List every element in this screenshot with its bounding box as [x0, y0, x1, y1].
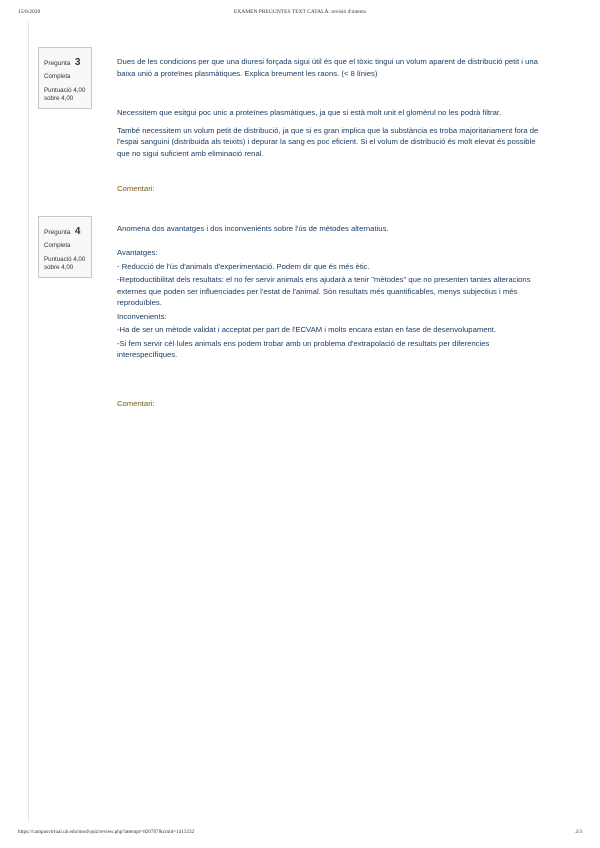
- score-line-1: Puntuació 4,00: [44, 255, 86, 263]
- print-url: https://campusvirtual.ub.edu/mod/quiz/review.php?attempt=820707&cmid=1413232: [18, 829, 195, 835]
- answer-paragraph: -Reptoductibilitat dels resultats: el no fer servir animals ens ajudarà a tenir "mètodes" que no presenten tantes alteracions externes que poden ser influenciades per l'estat de l'animal. Són resultats més quantificables, menys subjectius i més reproduïbles.: [117, 275, 531, 308]
- question-info-box: [38, 47, 92, 109]
- left-divider: [28, 22, 29, 822]
- answer-paragraph: Inconvenients:: [117, 311, 167, 321]
- answer-paragraph: Avantatges:: [117, 248, 158, 257]
- question-status: Completa: [44, 242, 71, 249]
- question-number: 4: [74, 226, 81, 237]
- answer-text: [117, 247, 547, 361]
- prompt-text: Anomena dos avantatges i dos inconvenients sobre l'ús de mètodes alternatius.: [117, 224, 389, 233]
- answer-paragraph: També necessitem un volum petit de distribució, ja que si es gran implica que la substància es troba majoritariament fora de l'espai sanguini (distribuida als teixits) i depurar la sang es poc eficient. Si el volum de distribució és molt elevat és possible que no sigui suficient amb eliminació renal.: [117, 125, 539, 158]
- print-date: 15/6/2020: [18, 9, 41, 15]
- comment-link[interactable]: Comentari:: [117, 399, 155, 408]
- prompt-text: Dues de les condicions per que una diuresi forçada sigui útil és que el tòxic tingui un volum aparent de distribució petit i una baixa unió a proteïnes plasmàtiques. Explica breument les raons. (< 8 línies): [117, 57, 538, 78]
- answer-text: [117, 107, 547, 159]
- question-info-box: [38, 216, 92, 278]
- answer-paragraph: - Reducció de l'ús d'animals d'experimentació. Podem dir que és més ètic.: [117, 261, 370, 271]
- answer-paragraph: Necessitem que esitgui poc unic a proteïnes plasmàtiques, ja que si està molt unit el glomèrul no les podrà filtrar.: [117, 108, 502, 117]
- question-score: [44, 256, 86, 272]
- page-number: 2/3: [575, 829, 582, 835]
- score-line-1: Puntuació 4,00: [44, 86, 86, 94]
- question-prompt: [117, 56, 547, 79]
- question-label: Pregunta: [44, 229, 71, 236]
- question-label: Pregunta: [44, 60, 71, 67]
- score-line-2: sobre 4,00: [44, 94, 74, 102]
- answer-paragraph: -Ha de ser un mètode validat i acceptat per part de l'ECVAM i molts encara estan en fase de desenvolupament.: [117, 325, 497, 335]
- answer-paragraph: -Si fem servir cèl·lules animals ens podem trobar amb un problema d'extrapolació de resultats per diferencies interespecífiques.: [117, 338, 490, 360]
- print-title: EXAMEN PREGUNTES TEXT CATALÀ: revisió d'intents: [233, 9, 367, 15]
- question-prompt: [117, 223, 547, 235]
- question-status: Completa: [44, 73, 71, 80]
- question-number: 3: [74, 57, 81, 68]
- score-line-2: sobre 4,00: [44, 263, 74, 271]
- comment-link[interactable]: Comentari:: [117, 184, 155, 193]
- question-score: [44, 87, 86, 103]
